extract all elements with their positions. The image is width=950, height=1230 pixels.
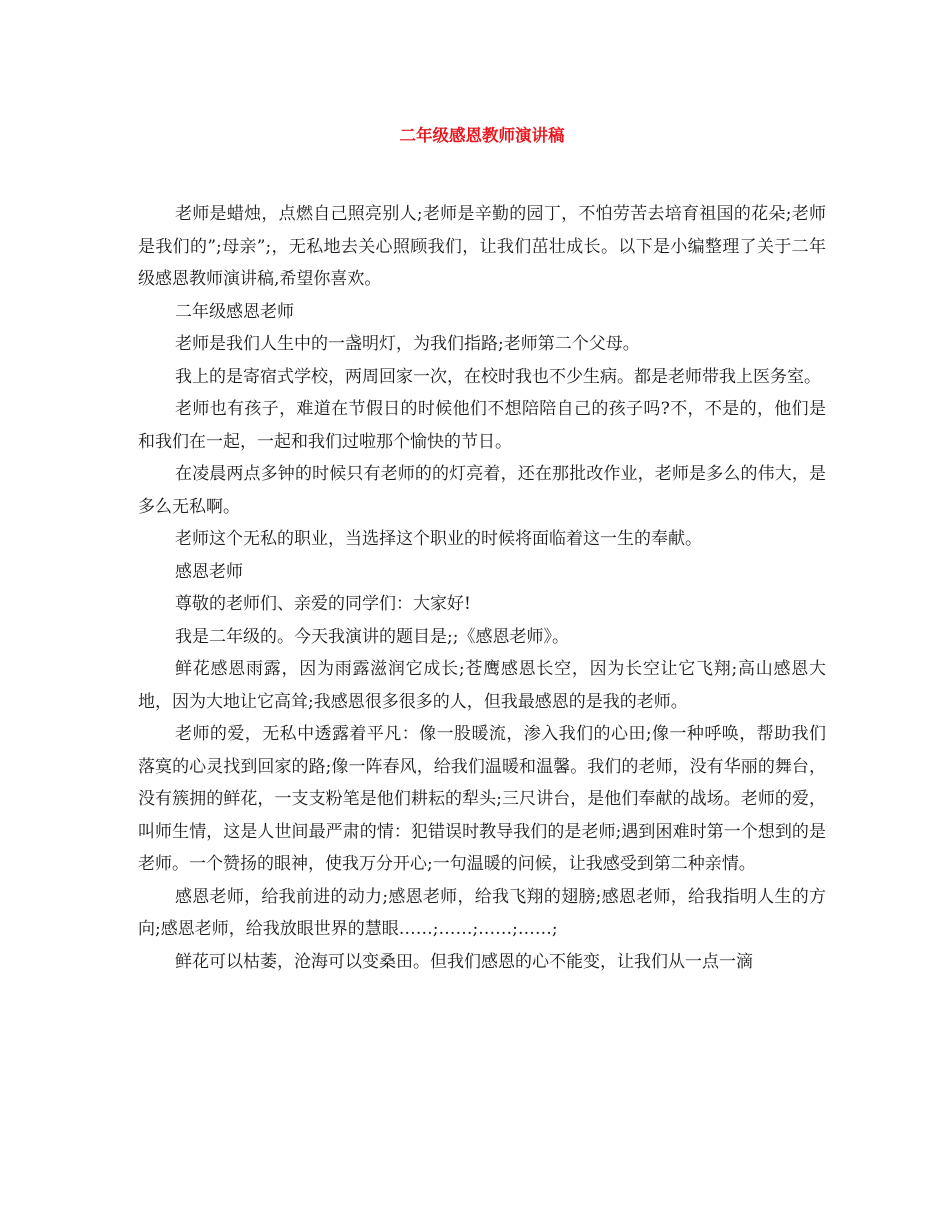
speech-greeting: 尊敬的老师们、亲爱的同学们：大家好! bbox=[175, 594, 471, 614]
document-title: 二年级感恩教师演讲稿 bbox=[399, 126, 565, 145]
paragraph: 感恩老师，给我前进的动力;感恩老师，给我飞翔的翅膀;感恩老师，给我指明人生的方向;感恩老师，给我放眼世界的慧眼……;……;……;……; bbox=[138, 886, 826, 939]
section-heading: 感恩老师 bbox=[175, 561, 243, 582]
paragraph: 鲜花可以枯萎，沧海可以变桑田。但我们感恩的心不能变，让我们从一点一滴 bbox=[175, 951, 753, 972]
paragraph: 老师是我们人生中的一盏明灯，为我们指路;老师第二个父母。 bbox=[175, 334, 640, 354]
paragraph-intro: 老师是蜡烛，点燃自己照亮别人;老师是辛勤的园丁，不怕劳苦去培育祖国的花朵;老师是我们的”;母亲”;，无私地去关心照顾我们，让我们茁壮成长。以下是小编整理了关于二年级感恩教师演讲稿,希望你喜欢。 bbox=[138, 204, 826, 289]
paragraph: 在凌晨两点多钟的时候只有老师的的灯亮着，还在那批改作业，老师是多么的伟大，是多么无私啊。 bbox=[138, 464, 826, 517]
paragraph: 老师也有孩子，难道在节假日的时候他们不想陪陪自己的孩子吗?不，不是的，他们是和我们在一起，一起和我们过啦那个愉快的节日。 bbox=[138, 399, 826, 452]
paragraph: 我上的是寄宿式学校，两周回家一次，在校时我也不少生病。都是老师带我上医务室。 bbox=[175, 366, 821, 387]
paragraph: 老师这个无私的职业，当选择这个职业的时候将面临着这一生的奉献。 bbox=[175, 529, 702, 549]
document-body bbox=[138, 198, 826, 978]
paragraph: 鲜花感恩雨露，因为雨露滋润它成长;苍鹰感恩长空，因为长空让它飞翔;高山感恩大地，因为大地让它高耸;我感恩很多很多的人，但我最感恩的是我的老师。 bbox=[138, 659, 826, 712]
section-heading: 二年级感恩老师 bbox=[175, 301, 294, 322]
paragraph: 我是二年级的。今天我演讲的题目是;;《感恩老师》。 bbox=[175, 626, 569, 647]
paragraph: 老师的爱，无私中透露着平凡：像一股暖流，渗入我们的心田;像一种呼唤，帮助我们落寞的心灵找到回家的路;像一阵春风，给我们温暖和温馨。我们的老师，没有华丽的舞台，没有簇拥的鲜花，一支支粉笔是他们耕耘的犁头;三尺讲台，是他们奉献的战场。老师的爱，叫师生情，这是人世间最严肃的情：犯错误时教导我们的是老师;遇到困难时第一个想到的是老师。一个赞扬的眼神，使我万分开心;一句温暖的问候，让我感受到第二种亲情。 bbox=[138, 724, 826, 874]
